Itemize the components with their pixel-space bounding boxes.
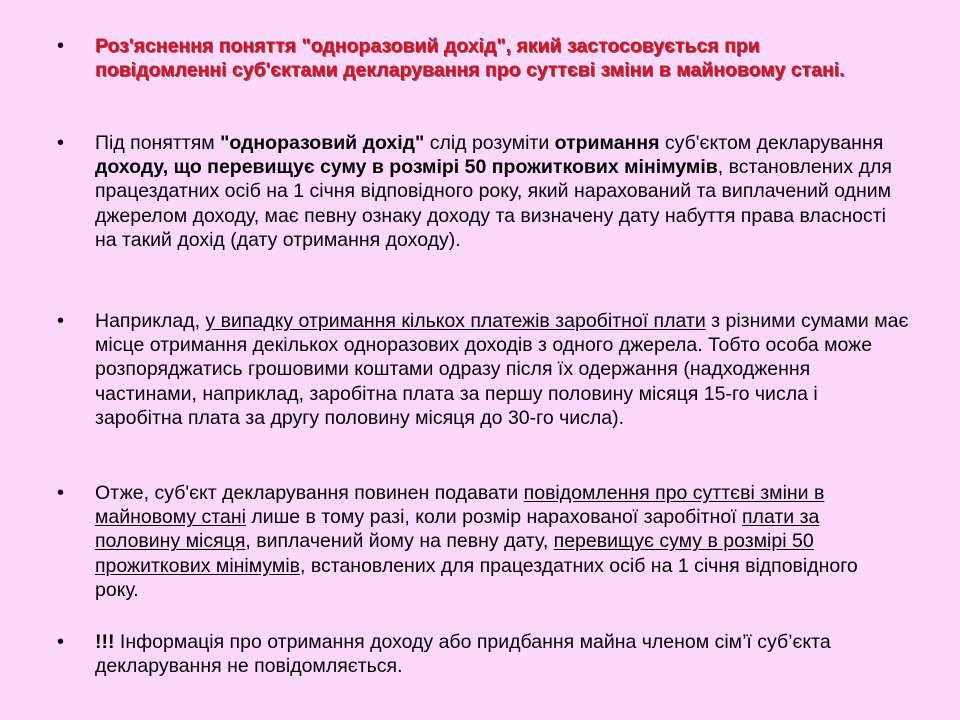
text-span: Наприклад, xyxy=(95,310,206,332)
text-span: з різними сумами має місце отримання декількох одноразових доходів з одного джерела. Тобто особа може розпоряджатись грошовими коштами одразу після їх одержання (надходження частинами, наприклад, заробітна плата за першу половину місяця 15-го числа і заробітна плата за другу половину місяця до 30-го числа). xyxy=(95,310,909,429)
slide-heading: Роз'яснення поняття "одноразовий дохід", який застосовується при повідомленні суб'єктами декларування про суттєві зміни в майновому стані. xyxy=(95,35,845,82)
text-span: Під поняттям xyxy=(95,132,221,154)
conclusion-paragraph xyxy=(95,481,895,602)
text-span: Отже, суб'єкт декларування повинен подавати xyxy=(95,482,524,504)
exclamation-mark: !!! xyxy=(95,631,115,653)
bullet-icon: • xyxy=(57,35,65,57)
text-span: лише в тому разі, коли розмір нарахованої заробітної xyxy=(245,506,742,529)
note-paragraph xyxy=(95,630,875,678)
underlined-text: у випадку отримання кількох платежів заробітної плати xyxy=(205,310,706,332)
example-paragraph xyxy=(95,309,910,430)
text-span: , виплачений йому на певну дату, xyxy=(245,530,554,553)
definition-paragraph xyxy=(95,131,895,252)
text-span: слід розуміти xyxy=(424,132,555,154)
bullet-icon: • xyxy=(57,310,65,332)
bold-term: отримання xyxy=(554,132,660,154)
text-span: , встановлених для працездатних осіб на 1 січня відповідного року. xyxy=(95,554,858,601)
underlined-text: перевищує суму в розмірі 50 прожиткових мінімумів xyxy=(95,530,814,577)
underlined-text: плати за половину місяця xyxy=(95,506,820,553)
bullet-icon: • xyxy=(57,482,65,504)
bullet-icon: • xyxy=(57,631,65,653)
bold-term: доходу, що перевищує суму в розмірі 50 прожиткових мінімумів xyxy=(95,156,718,179)
text-span: , встановлених для працездатних осіб на 1 січня відповідного року, який нарахований та виплачений одним джерелом доходу, має певну ознаку доходу та визначену дату набуття права власності на такий дохід (дату отримання доходу). xyxy=(95,156,892,251)
text-span: суб'єктом декларування xyxy=(659,132,884,154)
underlined-text: повідомлення про суттєві зміни в майновому стані xyxy=(95,482,825,529)
bullet-icon: • xyxy=(57,132,65,154)
text-span: Інформація про отримання доходу або придбання майна членом сім’ї суб’єкта декларування не повідомляється. xyxy=(95,631,831,678)
bold-term: "одноразовий дохід" xyxy=(220,132,425,154)
